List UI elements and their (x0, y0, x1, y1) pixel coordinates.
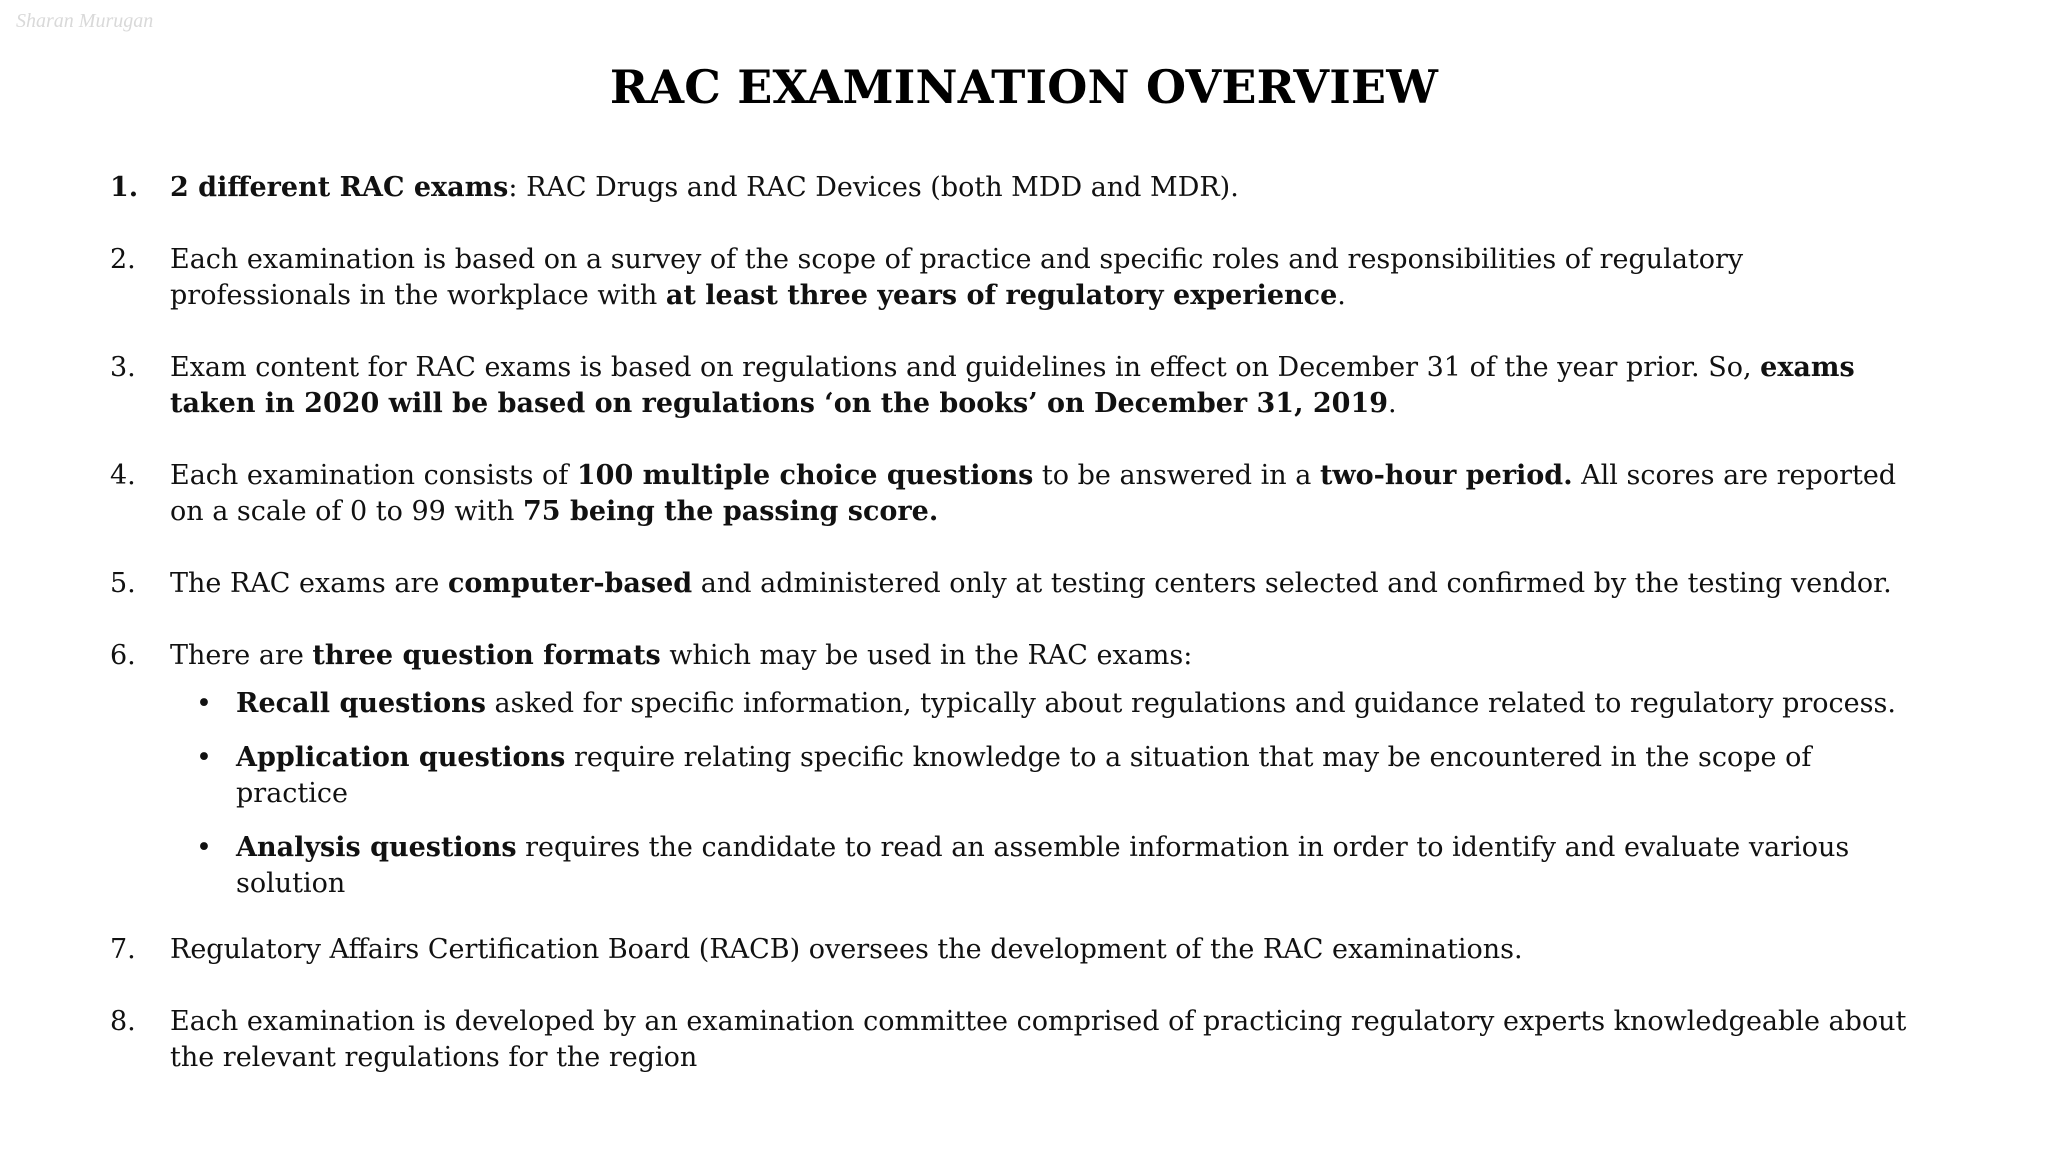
item-number: 2. (110, 244, 136, 275)
list-item-6 (110, 638, 1920, 902)
bullet-icon: • (196, 832, 212, 863)
bullet-item (170, 740, 1920, 812)
item-number: 5. (110, 568, 136, 599)
item-text (170, 566, 1920, 602)
bullet-icon: • (196, 688, 212, 719)
page-title: RAC EXAMINATION OVERVIEW (609, 60, 1439, 114)
plain-text: Exam content for RAC exams is based on regulations and guidelines in effect on December 31 of the year prior. So, (170, 352, 1761, 383)
list-item-4 (110, 458, 1920, 530)
bold-text: Recall questions (236, 688, 486, 719)
bold-text: three question formats (312, 640, 661, 671)
item-number: 7. (110, 934, 136, 965)
bold-text: exams taken in 2020 will be based on regulations ‘on the books’ on December 31, 2019 (170, 352, 1855, 419)
bold-text: computer-based (447, 568, 693, 599)
plain-text: . (1388, 388, 1397, 419)
overview-list (110, 170, 1920, 1112)
item-number: 3. (110, 352, 136, 383)
list-item-1 (110, 170, 1920, 206)
bullet-text (236, 686, 1920, 722)
plain-text: to be answered in a (1033, 460, 1320, 491)
plain-text: which may be used in the RAC exams: (660, 640, 1193, 671)
item-text (170, 458, 1920, 530)
bold-text: at least three years of regulatory experience (665, 280, 1338, 311)
plain-text: and administered only at testing centers selected and confirmed by the testing vendor. (692, 568, 1892, 599)
item-number: 1. (110, 172, 139, 203)
list-item-8 (110, 1004, 1920, 1076)
plain-text: require relating specific knowledge to a situation that may be encountered in the scope of practice (236, 742, 1812, 809)
question-format-list (170, 686, 1920, 902)
bold-text: Analysis questions (236, 832, 517, 863)
bold-text: 2 different RAC exams (170, 172, 509, 203)
watermark-signature: Sharan Murugan (16, 10, 154, 32)
bullet-text (236, 830, 1920, 902)
item-text (170, 242, 1920, 314)
plain-text: Each examination consists of (170, 460, 577, 491)
item-text: Regulatory Affairs Certification Board (RACB) oversees the development of the RAC examinations. (170, 934, 1523, 965)
bullet-item (170, 686, 1920, 722)
item-number: 4. (110, 460, 136, 491)
plain-text: There are (170, 640, 313, 671)
plain-text: : RAC Drugs and RAC Devices (both MDD and MDR). (508, 172, 1239, 203)
plain-text: The RAC exams are (170, 568, 448, 599)
item-number: 8. (110, 1006, 136, 1037)
item-text: Each examination is developed by an examination committee comprised of practicing regulatory experts knowledgeable about the relevant regulations for the region (170, 1006, 1907, 1073)
plain-text: asked for specific information, typically about regulations and guidance related to regulatory process. (485, 688, 1896, 719)
plain-text: All scores are reported on a scale of 0 to 99 with (170, 460, 1897, 527)
item-text (170, 350, 1920, 422)
bold-text: Application questions (236, 742, 566, 773)
item-text (170, 638, 1920, 902)
plain-text: requires the candidate to read an assemble information in order to identify and evaluate various solution (236, 832, 1850, 899)
bullet-item (170, 830, 1920, 902)
plain-text: Each examination is based on a survey of the scope of practice and specific roles and responsibilities of regulatory professionals in the workplace with (170, 244, 1744, 311)
list-item-5 (110, 566, 1920, 602)
bullet-text (236, 740, 1920, 812)
plain-text: . (1337, 280, 1346, 311)
list-item-2 (110, 242, 1920, 314)
item-number: 6. (110, 640, 136, 671)
bold-text: two-hour period. (1319, 460, 1573, 491)
bullet-icon: • (196, 742, 212, 773)
bold-text: 75 being the passing score. (522, 496, 939, 527)
item-text (170, 170, 1920, 206)
list-item-3 (110, 350, 1920, 422)
bold-text: 100 multiple choice questions (576, 460, 1034, 491)
list-item-7 (110, 932, 1920, 968)
